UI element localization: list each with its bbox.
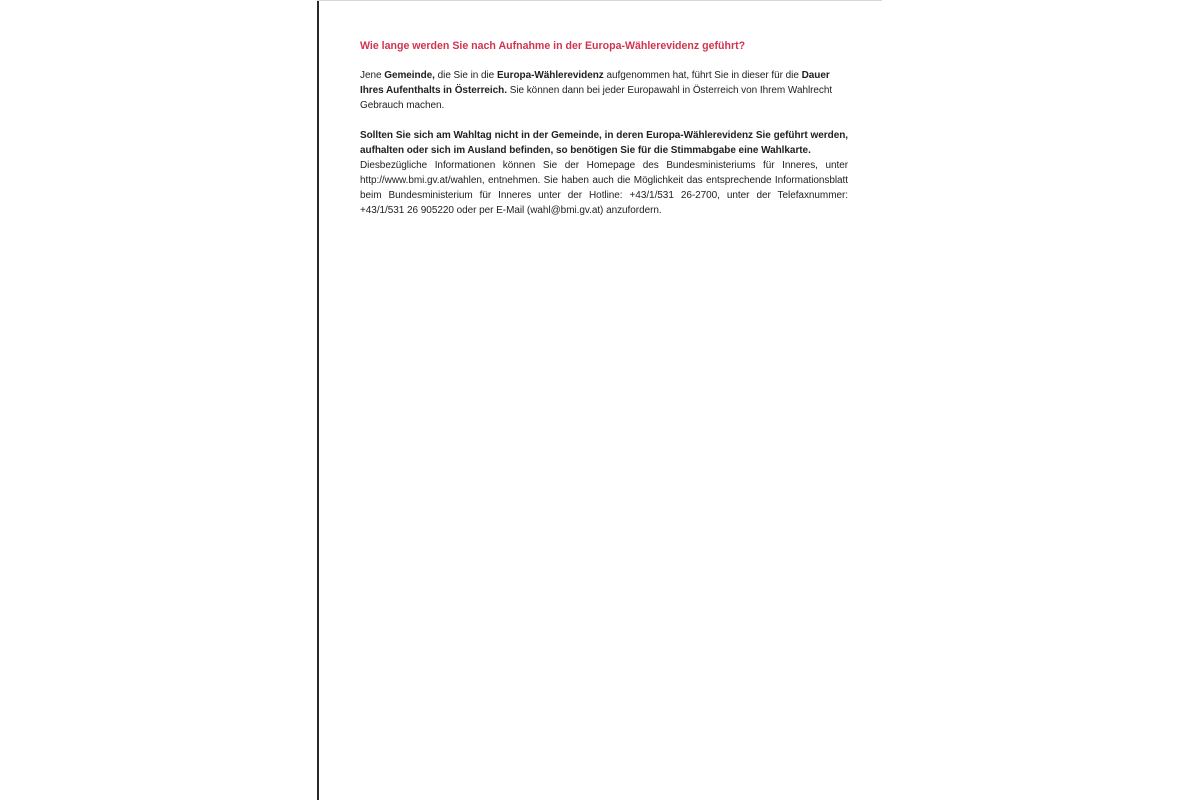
bold-wahlkarte-notice: Sollten Sie sich am Wahltag nicht in der Gemeinde, in deren Europa-Wählerevidenz Sie geführt werden, aufhalten oder sich im Ausland befinden, so benötigen Sie für die Stimmabgabe eine Wahlkarte. (360, 130, 848, 156)
info-text: Diesbezügliche Informationen können Sie der Homepage des Bundesministeriums für Inneres, unter http://www.bmi.gv.at/wahlen, entnehmen. Sie haben auch die Möglichkeit das entsprechende Informationsblatt beim Bundesministerium für Inneres unter der Hotline: +43/1/531 26-2700, unter der Telefaxnummer: +43/1/531 26 905220 oder per E-Mail (wahl@bmi.gv.at) anzufordern. (360, 160, 848, 216)
bold-term-gemeinde: Gemeinde, (384, 70, 435, 81)
page-top-edge (317, 0, 882, 1)
bold-term-dauer: Dauer Ihres Aufenthalts in Österreich. (360, 70, 830, 96)
document-page (317, 0, 882, 800)
bold-term-evidenz: Europa-Wählerevidenz (496, 70, 604, 81)
paragraph-residence-duration (360, 68, 848, 113)
section-heading: Wie lange werden Sie nach Aufnahme in der Europa-Wählerevidenz geführt? (360, 40, 746, 52)
text-run: die Sie in die (434, 70, 497, 81)
text-run: Jene (360, 70, 385, 81)
page-content (360, 39, 848, 233)
paragraph-wahlkarte (360, 128, 848, 218)
text-run: Sie können dann bei jeder Europawahl in Österreich von Ihrem Wahlrecht Gebrauch machen. (360, 85, 833, 111)
text-run: aufgenommen hat, führt Sie in dieser für die (603, 70, 802, 81)
